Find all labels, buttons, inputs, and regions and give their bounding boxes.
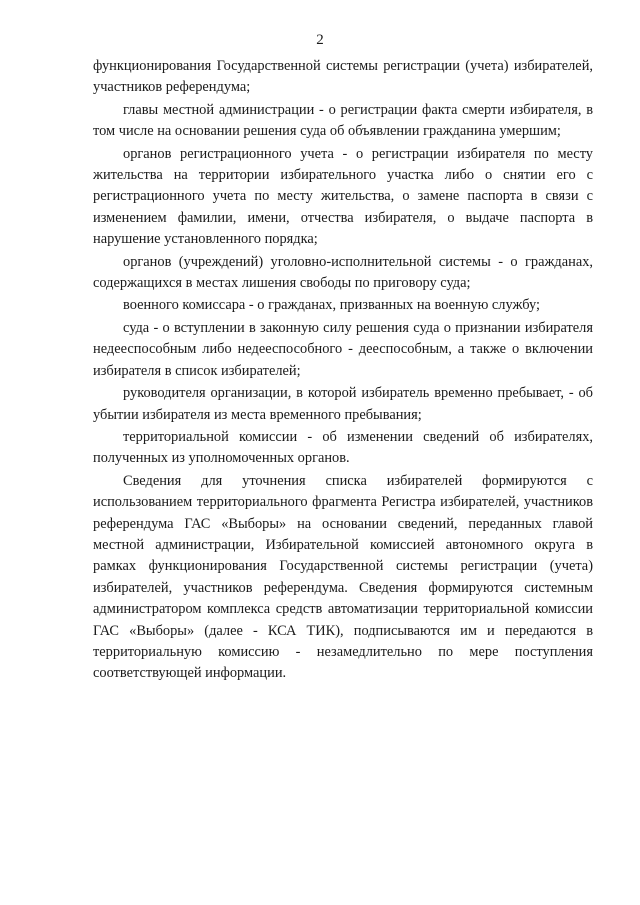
paragraph-court: суда - о вступлении в законную силу решения суда о признании избирателя недееспособным либо недееспособного - дееспособным, а также о включении избирателя в список избирателей; bbox=[93, 319, 593, 379]
paragraph-registration-authorities: органов регистрационного учета - о регистрации избирателя по месту жительства на территории избирательного участка либо о снятии его с регистрационного учета по месту жительства, о замене паспорта в связи с изменением фамилии, имени, отчества избирателя, о выдаче паспорта в нарушение установленного порядка; bbox=[93, 145, 593, 248]
paragraph-military-commissioner: военного комиссара - о гражданах, призванных на военную службу; bbox=[123, 297, 541, 314]
page-number: 2 bbox=[316, 32, 324, 48]
document-body bbox=[93, 56, 593, 685]
paragraph-continuation: функционирования Государственной системы регистрации (учета) избирателей, участников референдума; bbox=[93, 58, 593, 96]
paragraph-penitentiary-system: органов (учреждений) уголовно-исполнительной системы - о гражданах, содержащихся в местах лишения свободы по приговору суда; bbox=[93, 253, 593, 292]
paragraph-information-formation: Сведения для уточнения списка избирателей формируются с использованием территориального фрагмента Регистра избирателей, участников референдума ГАС «Выборы» на основании сведений, переданных главой местной администрации, Избирательной комиссией автономного округа в рамках функционирования Государственной системы регистрации (учета) избирателей, участников референдума. Сведения формируются системным администратором комплекса средств автоматизации территориальной комиссии ГАС «Выборы» (далее - КСА ТИК), подписываются им и передаются в территориальную комиссию - незамедлительно по мере поступления соответствующей информации. bbox=[93, 472, 593, 682]
paragraph-local-administration: главы местной администрации - о регистрации факта смерти избирателя, в том числе на основании решения суда об объявлении гражданина умершим; bbox=[93, 101, 593, 140]
paragraph-territorial-commission: территориальной комиссии - об изменении сведений об избирателях, полученных из уполномоченных органов. bbox=[93, 428, 593, 467]
paragraph-organization-head: руководителя организации, в которой избиратель временно пребывает, - об убытии избирателя из места временного пребывания; bbox=[93, 385, 593, 423]
